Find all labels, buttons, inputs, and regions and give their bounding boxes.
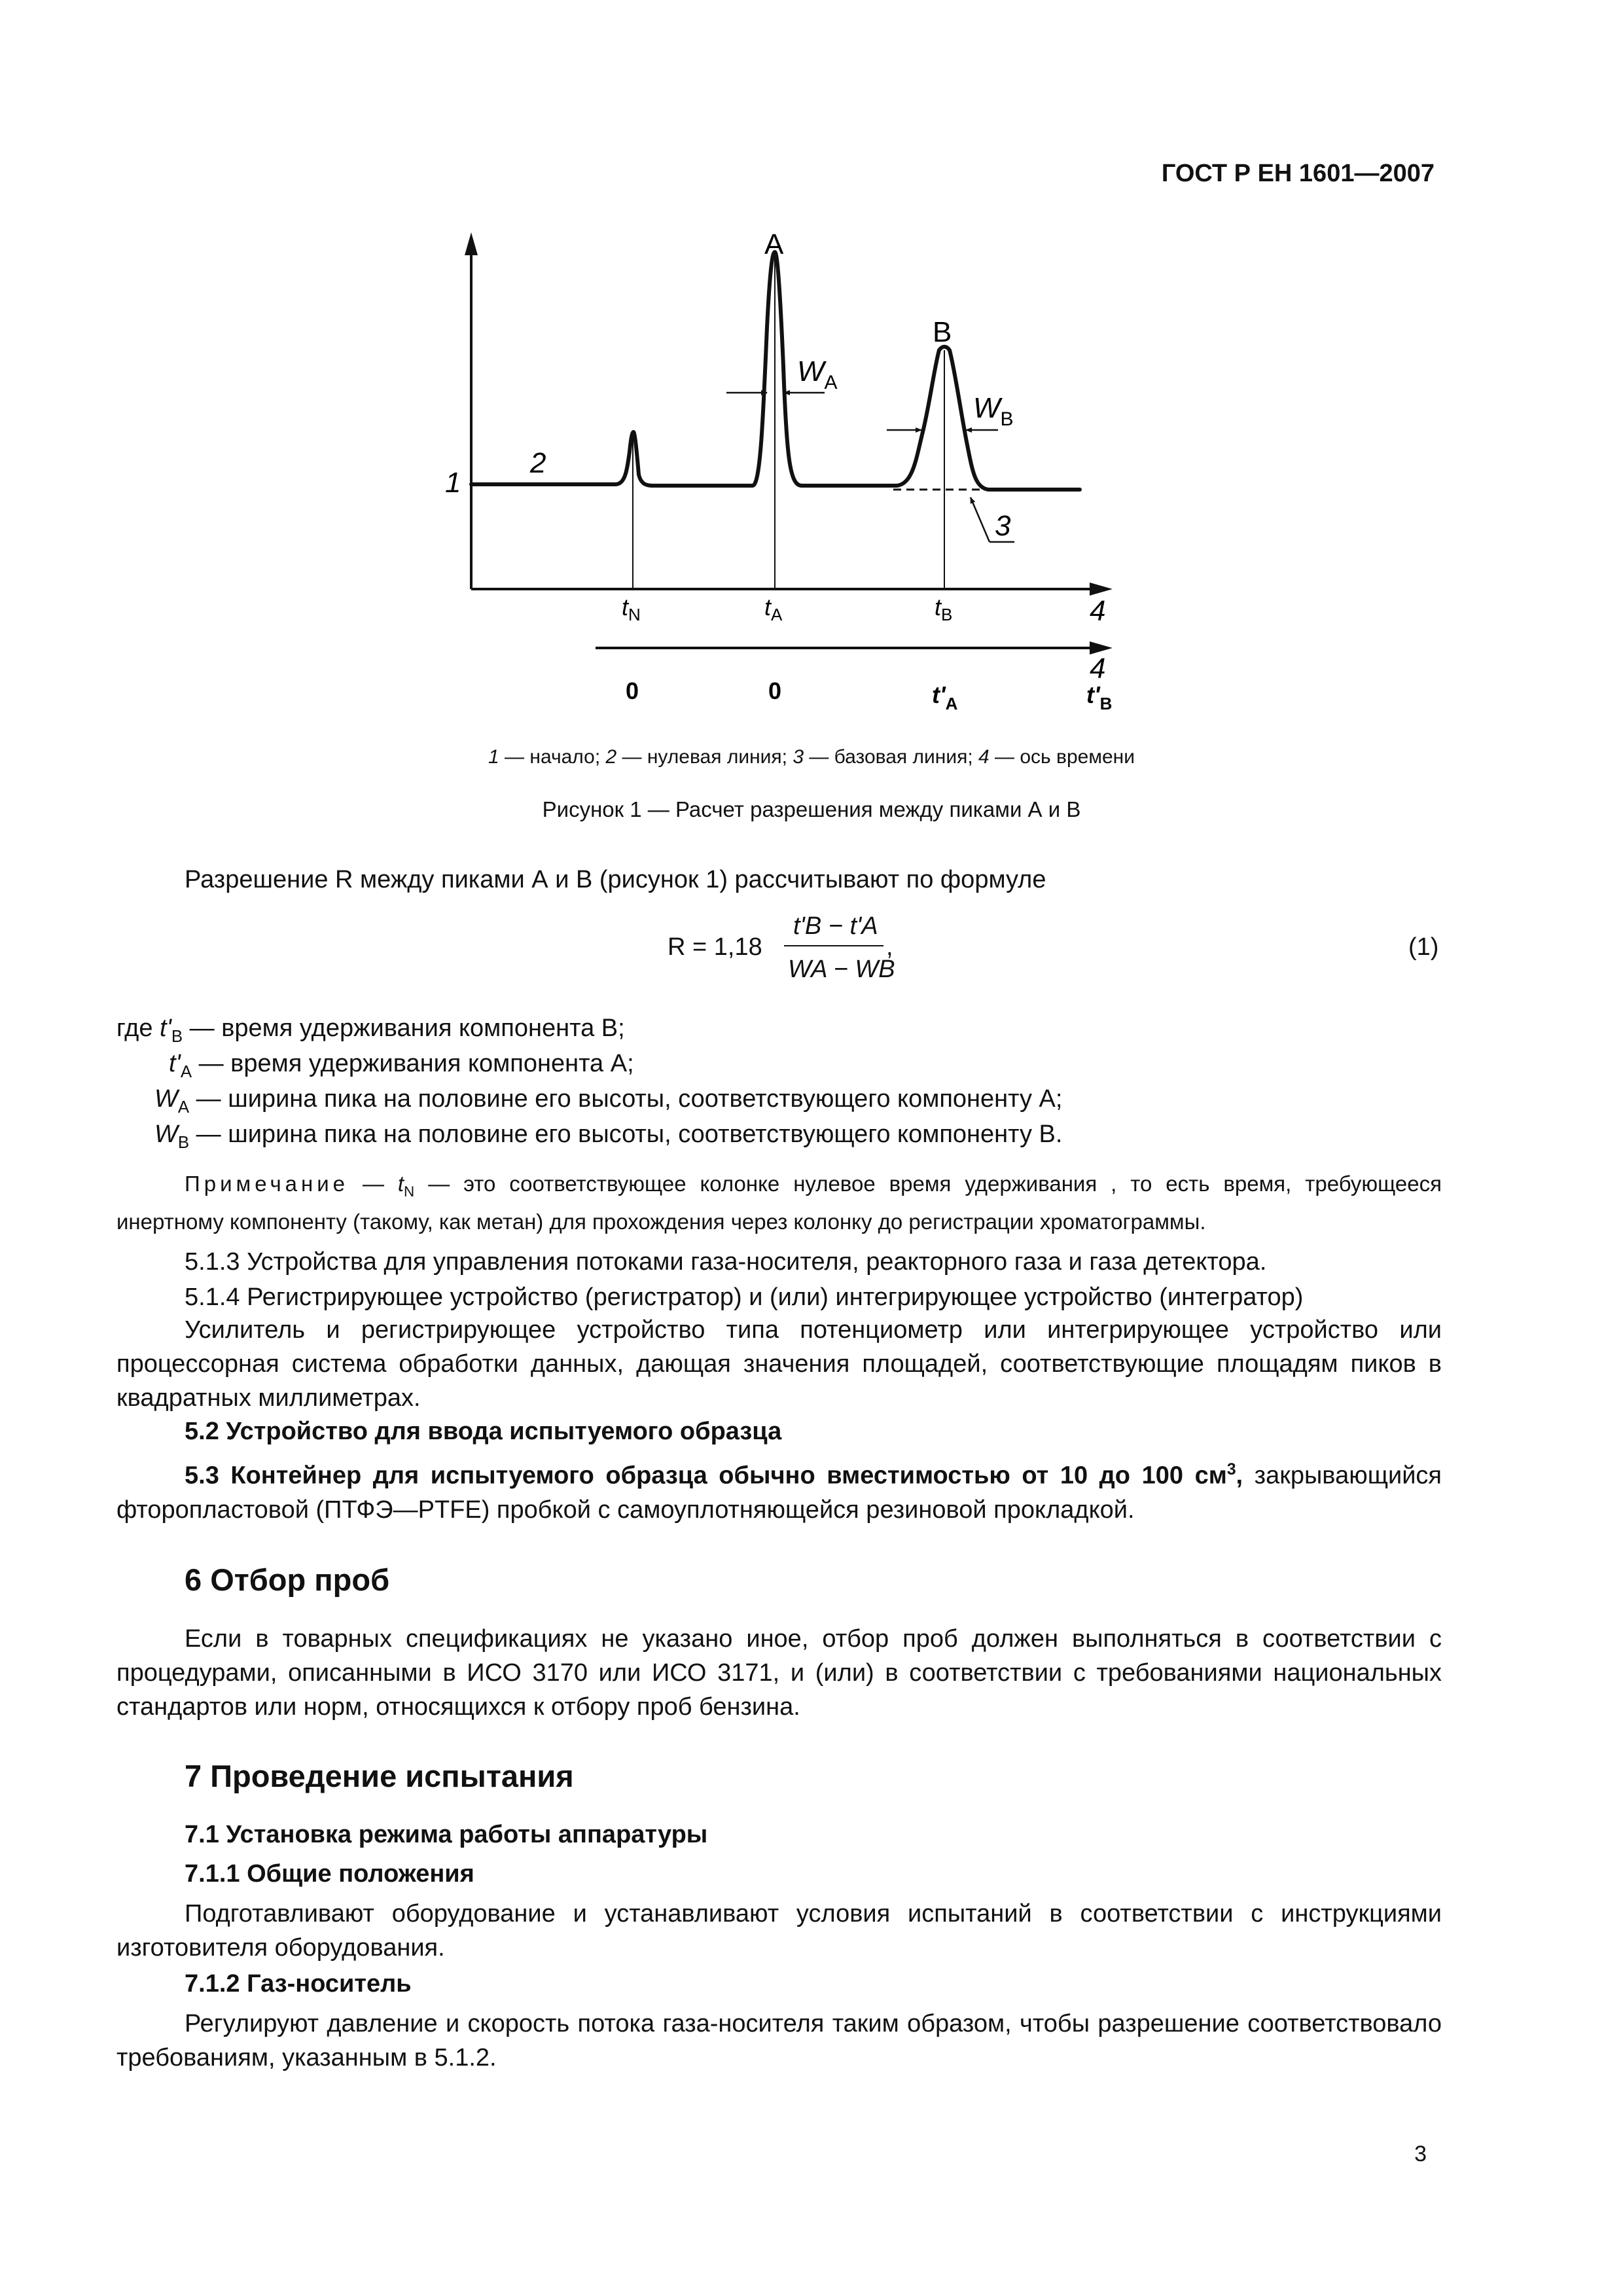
formula-comma: , [886,933,893,961]
formula-fraction-line [784,945,883,946]
callout-1: 1 [445,467,461,499]
heading-7-1-1: 7.1.1 Общие положения [185,1860,474,1888]
formula-denominator: WA − WB [788,956,895,983]
para-5-1-4: 5.1.4 Регистрирующее устройство (регистратор) и (или) интегрирующее устройство (интегратор) [185,1283,1304,1311]
where-row-wa: $W_A$ — ширина пика на половине его высоты, соответствующего компоненту А; [154,1085,1063,1117]
tick2-0-b: 0 [768,677,782,704]
chromatogram-figure [0,0,1623,746]
heading-5-2: 5.2 Устройство для ввода испытуемого образца [185,1418,782,1445]
tick2-0-a: 0 [626,677,639,704]
figure-legend: 1 — начало; 2 — нулевая линия; 3 — базовая линия; 4 — ось времени [488,746,1135,768]
para-5-1-3: 5.1.3 Устройства для управления потоками газа-носителя, реакторного газа и газа детектора. [185,1248,1267,1276]
callout-2: 2 [530,447,546,479]
heading-6: 6 Отбор проб [185,1562,390,1597]
where-row-tb: где $t'_B$ — время удерживания компонента В; [116,1014,625,1047]
callout-4-top: 4 [1090,595,1106,627]
para-7-1-1: Подготавливают оборудование и устанавливают условия испытаний в соответствии с инструкциями изготовителя оборудования. [116,1900,1442,1962]
note-block: Примечание — $t_N$ — это соответствующее колонке нулевое время удерживания , то есть время, требующееся инертному компоненту (такому, как метан) для прохождения через колонку до регистрации хроматограммы. [116,1172,1442,1234]
para-5-3: 5.3 Контейнер для испытуемого образца обычно вместимостью от 10 до 100 $см^3$, закрывающийся фторопластовой (ПТФЭ—PTFE) пробкой с самоуплотняющейся резиновой прокладкой. [116,1461,1442,1524]
tick-tb: $t_B$ [935,594,953,624]
formula-number: (1) [1408,933,1439,961]
tick2-tb-prime: $t'_B$ [1086,681,1113,713]
para-7-1-2: Регулируют давление и скорость потока газа-носителя таким образом, чтобы разрешение соответствовало требованиям, указанным в 5.1.2. [116,2010,1442,2072]
callout-3: 3 [995,510,1011,542]
wb-label: $W_B$ [973,392,1014,430]
para-6: Если в товарных спецификациях не указано иное, отбор проб должен выполняться в соответствии с процедурами, описанными в ИСО 3170 или ИСО 3171, и (или) в соответствии с требованиями национальных стандартов или норм, относящихся к отбору проб бензина. [116,1625,1442,1721]
where-row-ta: $t'_A$ — время удерживания компонента А; [169,1050,634,1082]
callout-4-bottom: 4 [1090,653,1106,685]
callout-3-leader [971,497,990,542]
formula-numerator: t'B − t'A [793,912,878,940]
peak-a-label: А [764,228,784,260]
x-axis-primary-arrow [1090,583,1113,596]
peak-b-label: В [933,316,952,348]
heading-7: 7 Проведение испытания [185,1759,574,1793]
where-row-wb: $W_B$ — ширина пика на половине его высоты, соответствующего компоненту В. [154,1121,1063,1153]
para-5-1-4-body: Усилитель и регистрирующее устройство типа потенциометр или интегрирующее устройство или процессорная система обработки данных, дающая значения площадей, соответствующие площадям пиков в квадратных миллиметрах. [116,1316,1442,1412]
intro-paragraph: Разрешение R между пиками А и В (рисунок 1) рассчитывают по формуле [185,866,1046,893]
tick-tn: $t_N$ [622,594,641,624]
document-code: ГОСТ Р ЕН 1601—2007 [1161,160,1435,187]
heading-7-1-2: 7.1.2 Газ-носитель [185,1970,412,1998]
formula-lhs: R = 1,18 [668,933,762,961]
y-axis-arrow [465,232,478,255]
wa-label: $W_A$ [797,355,838,393]
page-number: 3 [1414,2142,1427,2166]
figure-caption: Рисунок 1 — Расчет разрешения между пиками А и В [542,797,1081,821]
tick2-ta-prime: $t'_A$ [932,681,958,713]
tick-ta: $t_A$ [764,594,783,624]
heading-7-1: 7.1 Установка режима работы аппаратуры [185,1821,708,1848]
